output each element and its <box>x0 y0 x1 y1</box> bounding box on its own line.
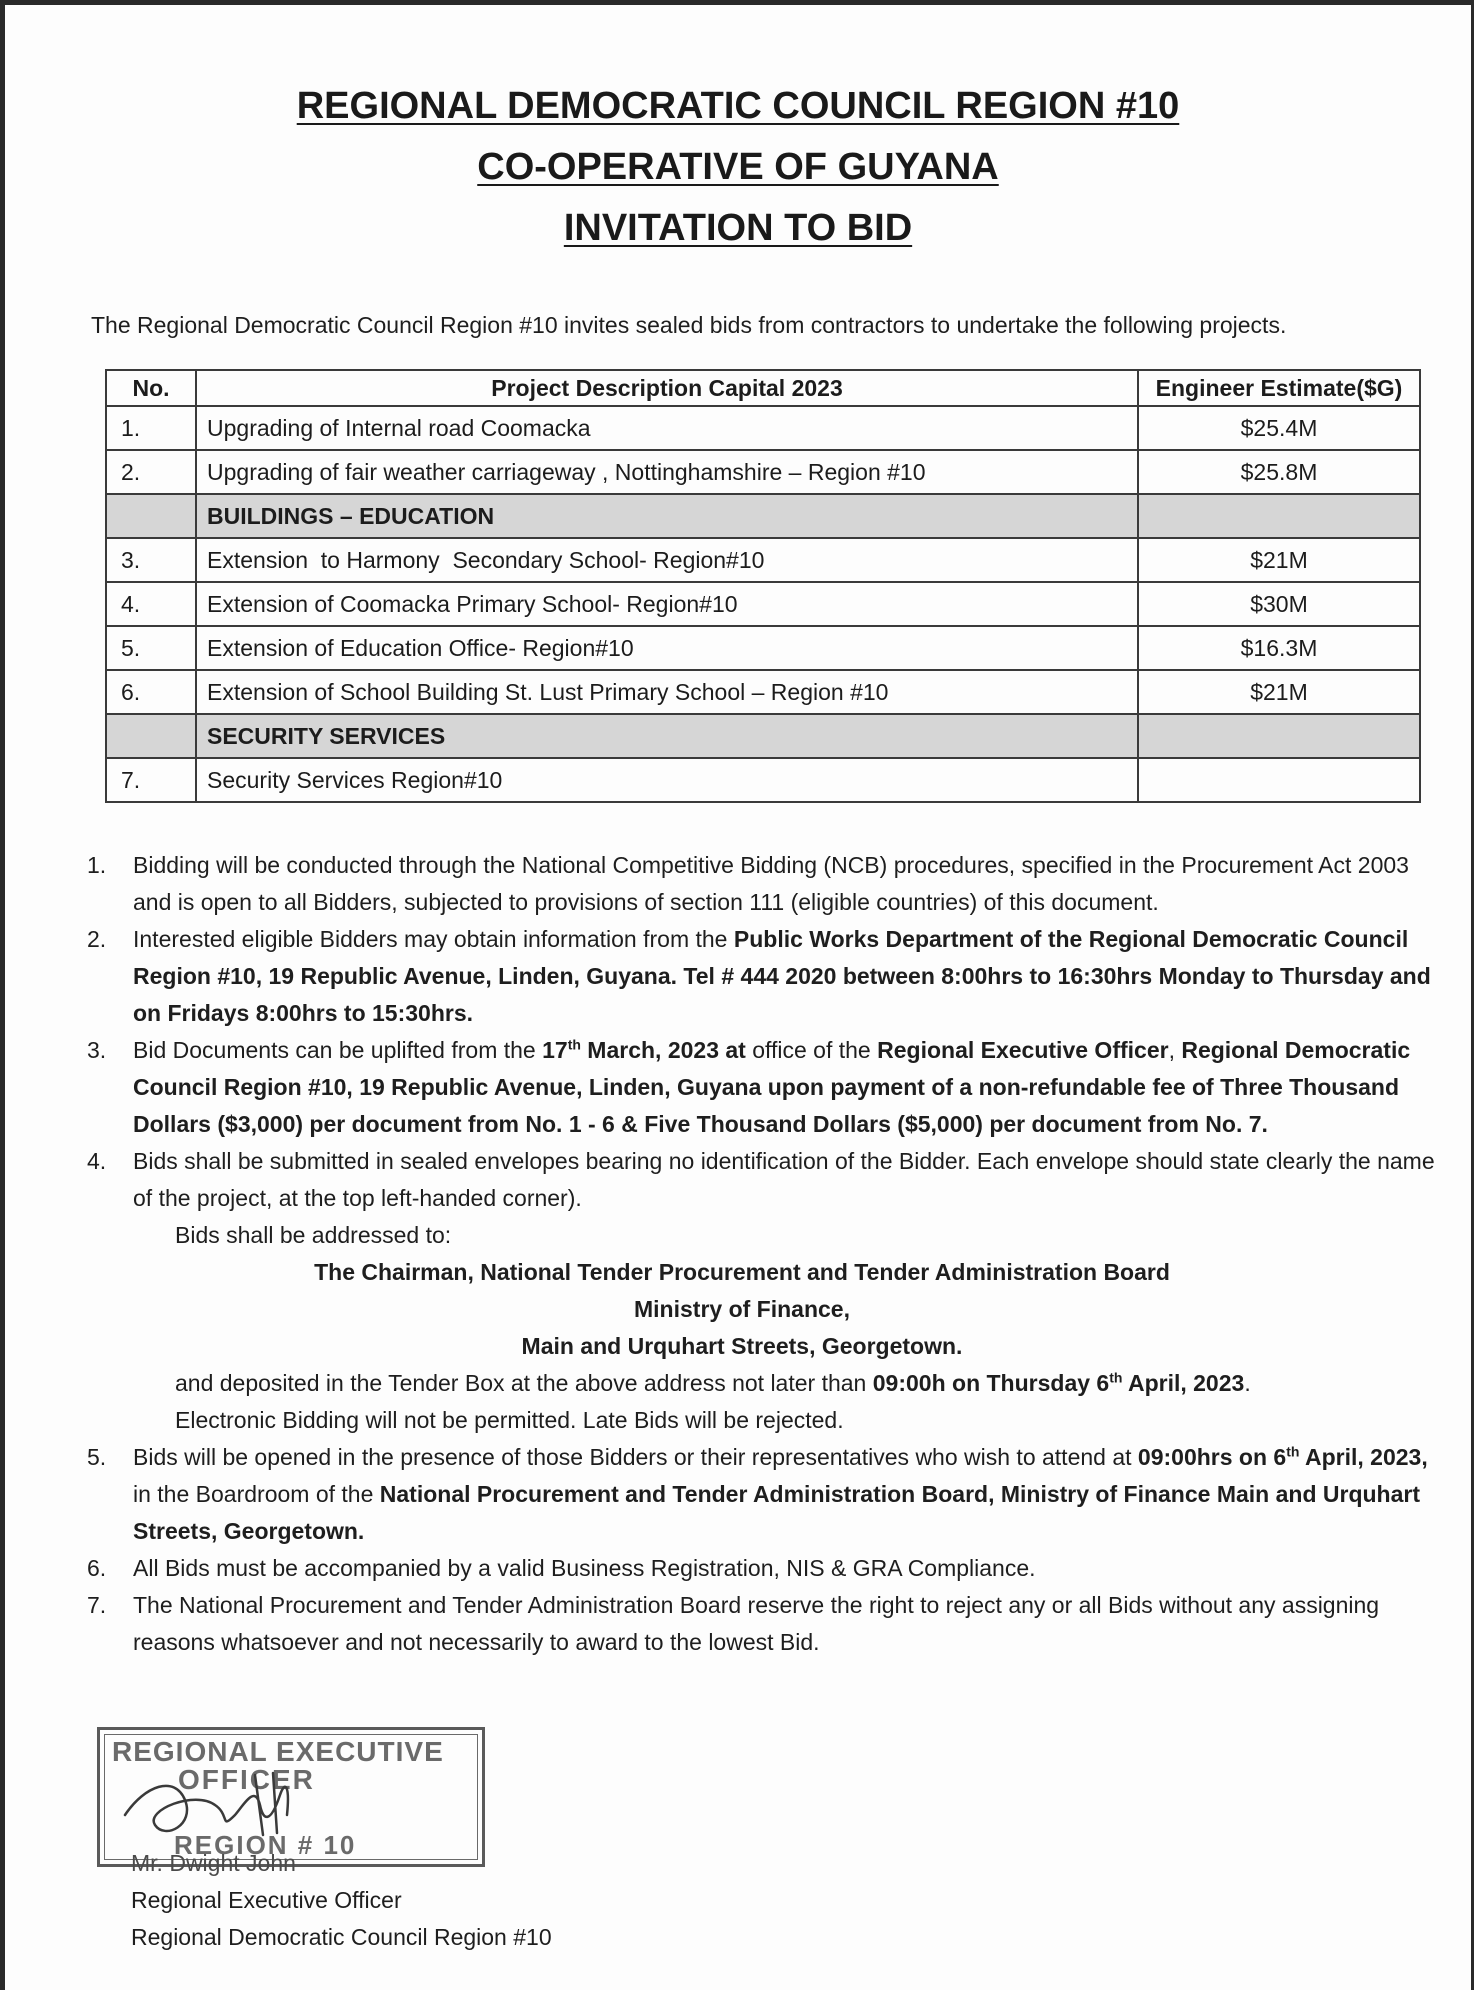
item-text: Interested eligible Bidders may obtain information from the <box>133 926 734 952</box>
item-date: 17th March, 2023 at <box>542 1036 746 1063</box>
item-text-bold: Regional Democratic Council Region #10, 19 Republic Avenue, Linden, Guyana upon payment of a non-refundable fee of Three Thousand Dollars ($3,000) per document from No. 1 - 6 & Five Thousand Dollars ($5,000) per document from No. 7. <box>133 1037 1411 1137</box>
table-row <box>106 582 1420 626</box>
signatory-organization: Regional Democratic Council Region #10 <box>131 1924 552 1950</box>
table-row <box>106 626 1420 670</box>
item-text: The National Procurement and Tender Administration Board reserve the right to reject any or all Bids without any assigning reasons whatsoever and not necessarily to award to the lowest Bid. <box>133 1592 1380 1655</box>
cell-description: Upgrading of Internal road Coomacka <box>196 406 1138 450</box>
address-line: Ministry of Finance, <box>634 1296 850 1322</box>
electronic-bidding-text: Electronic Bidding will not be permitted. Late Bids will be rejected. <box>175 1407 844 1433</box>
item-number: 5. <box>87 1444 107 1470</box>
cell-no <box>106 494 196 538</box>
heading-invitation: INVITATION TO BID <box>563 207 913 249</box>
item-text: All Bids must be accompanied by a valid Business Registration, NIS & GRA Compliance. <box>133 1555 1036 1581</box>
item-number: 1. <box>87 852 107 878</box>
cell-estimate: $21M <box>1138 670 1420 714</box>
item-text-bold: Public Works Department of the Regional Democratic Council Region #10, 19 Republic Avenue, Linden, Guyana. Tel # 444 2020 between 8:00hrs to 16:30hrs Monday to Thursday and on Fridays 8:00hrs to 15:30hrs. <box>133 926 1431 1026</box>
item-text: office of the <box>745 1037 878 1063</box>
list-item <box>87 1550 1437 1587</box>
signatory-name: Mr. Dwight John <box>131 1850 296 1876</box>
cell-estimate: $25.8M <box>1138 450 1420 494</box>
document-heading <box>5 85 1471 268</box>
item-text: Bids shall be submitted in sealed envelopes bearing no identification of the Bidder. Each envelope should state clearly the name of the project, at the top left-handed corner). <box>133 1148 1435 1211</box>
table-row <box>106 670 1420 714</box>
cell-estimate: $21M <box>1138 538 1420 582</box>
cell-no: 4. <box>106 582 196 626</box>
item-text-bold: 09:00hrs on 6th April, 2023, <box>1137 1443 1428 1470</box>
heading-cooperative: CO-OPERATIVE OF GUYANA <box>477 146 999 188</box>
item-text-bold: National Procurement and Tender Administration Board, Ministry of Finance Main and Urquhart Streets, Georgetown. <box>133 1481 1420 1544</box>
signatory-title: Regional Executive Officer <box>131 1887 402 1913</box>
table-row <box>106 538 1420 582</box>
item-number: 6. <box>87 1555 107 1581</box>
section-label: SECURITY SERVICES <box>196 714 1138 758</box>
signoff-block <box>131 1845 552 1956</box>
signature-icon <box>105 1745 325 1855</box>
stamp-line: REGIONAL EXECUTIVE <box>112 1736 444 1767</box>
list-item <box>87 1587 1437 1661</box>
table-header-row <box>106 370 1420 406</box>
table-row <box>106 450 1420 494</box>
list-item: 3. Bid Documents can be uplifted from the 17th March, 2023 at office of the Regional Executive Officer, Regional Democratic Council Region #10, 19 Republic Avenue, Linden, Guyana upon payment of a non-refundable fee of Three Thousand Dollars ($3,000) per document from No. 1 - 6 & Five Thousand Dollars ($5,000) per document from No. 7. <box>87 1032 1437 1143</box>
list-item <box>87 1143 1437 1217</box>
list-item <box>87 921 1437 1032</box>
header-estimate: Engineer Estimate($G) <box>1138 370 1420 406</box>
cell-no: 7. <box>106 758 196 802</box>
list-item <box>87 1439 1437 1550</box>
item-text: Bidding will be conducted through the National Competitive Bidding (NCB) procedures, specified in the Procurement Act 2003 and is open to all Bidders, subjected to provisions of section 111 (eligible countries) of this document. <box>133 852 1409 915</box>
cell-estimate: $30M <box>1138 582 1420 626</box>
address-line: Main and Urquhart Streets, Georgetown. <box>521 1333 963 1359</box>
cell-no: 6. <box>106 670 196 714</box>
item-number: 3. <box>87 1037 107 1063</box>
cell-no <box>106 714 196 758</box>
cell-no: 5. <box>106 626 196 670</box>
list-item <box>87 847 1437 921</box>
section-label: BUILDINGS – EDUCATION <box>196 494 1138 538</box>
heading-council: REGIONAL DEMOCRATIC COUNCIL REGION #10 <box>296 85 1180 127</box>
address-intro: Bids shall be addressed to: <box>175 1222 452 1248</box>
item-number: 7. <box>87 1592 107 1618</box>
conditions-list <box>87 847 1437 1661</box>
cell-estimate: $16.3M <box>1138 626 1420 670</box>
cell-description: Extension to Harmony Secondary School- Region#10 <box>196 538 1138 582</box>
cell-estimate <box>1138 494 1420 538</box>
table-section-row <box>106 714 1420 758</box>
item-number: 2. <box>87 926 107 952</box>
cell-estimate: $25.4M <box>1138 406 1420 450</box>
cell-estimate <box>1138 758 1420 802</box>
deposit-text: and deposited in the Tender Box at the above address not later than 09:00h on Thursday 6th April, 2023. <box>175 1369 1251 1396</box>
cell-description: Security Services Region#10 <box>196 758 1138 802</box>
intro-text: The Regional Democratic Council Region #10 invites sealed bids from contractors to undertake the following projects. <box>91 312 1287 338</box>
cell-description: Extension of School Building St. Lust Primary School – Region #10 <box>196 670 1138 714</box>
address-line: The Chairman, National Tender Procurement and Tender Administration Board <box>314 1259 1170 1285</box>
cell-estimate <box>1138 714 1420 758</box>
projects-table <box>105 369 1421 803</box>
item-text: Bid Documents can be uplifted from the <box>133 1037 543 1063</box>
item-text: Bids will be opened in the presence of those Bidders or their representatives who wish to attend at <box>133 1444 1138 1470</box>
cell-description: Extension of Coomacka Primary School- Region#10 <box>196 582 1138 626</box>
item-text: in the Boardroom of the <box>133 1481 380 1507</box>
cell-description: Upgrading of fair weather carriageway , Nottinghamshire – Region #10 <box>196 450 1138 494</box>
item-number: 4. <box>87 1148 107 1174</box>
cell-no: 3. <box>106 538 196 582</box>
table-row <box>106 758 1420 802</box>
header-description: Project Description Capital 2023 <box>196 370 1138 406</box>
cell-no: 2. <box>106 450 196 494</box>
table-row <box>106 406 1420 450</box>
stamp-line: OFFICER <box>178 1764 315 1795</box>
table-section-row <box>106 494 1420 538</box>
cell-description: Extension of Education Office- Region#10 <box>196 626 1138 670</box>
cell-no: 1. <box>106 406 196 450</box>
stamp-line: REGION # 10 <box>174 1830 357 1860</box>
item-text-bold: Regional Executive Officer <box>877 1037 1169 1063</box>
header-no: No. <box>106 370 196 406</box>
